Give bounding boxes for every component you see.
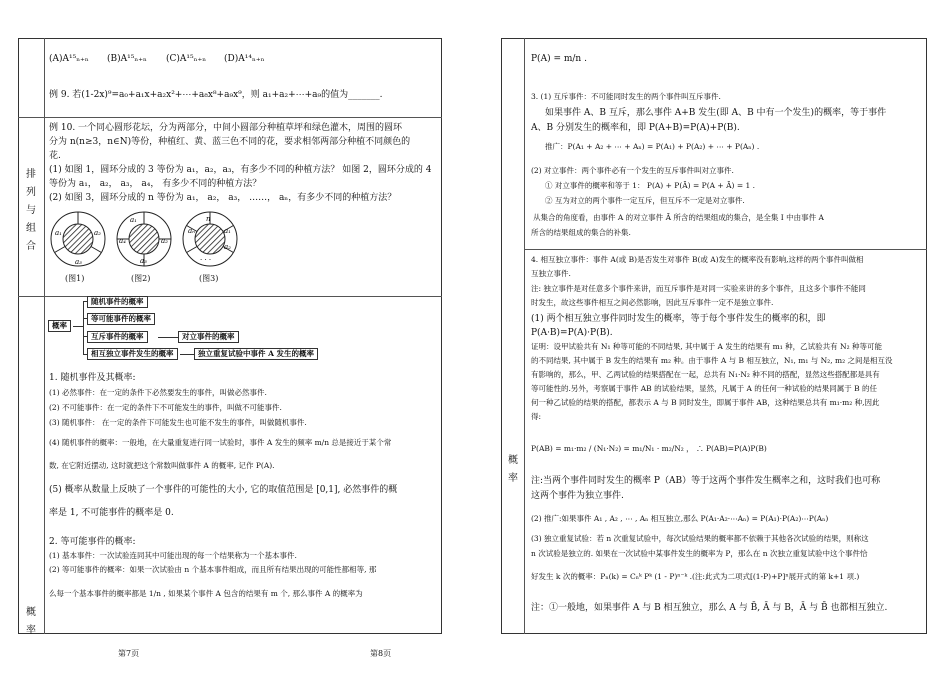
section-3-opposite-2: ② 互为对立的两个事件一定互斥，但互斥不一定是对立事件. — [545, 196, 745, 205]
section-3-set-2: 所含的结果组成的集合的补集. — [531, 228, 631, 237]
example-10-line-6: (2) 如图 3，圆环分成的 n 等份为 a₁， a₂， a₃， ……， aₙ，有多少不同的种植方法？ — [49, 193, 397, 203]
section-4-line-1: 4. 相互独立事件：事件 A(或 B)是否发生对事件 B(或 A)发生的概率没有影响,这样的两个事件叫做相 — [531, 255, 864, 264]
section-3-set-1: 从集合的角度看，由事件 A 的对立事件 Ā 所含的结果组成的集合，是全集 I 中由事件 A — [533, 213, 824, 222]
section-4-line-4: 时发生，故这些事件相互之间必然影响，因此互斥事件一定不是独立事件. — [531, 298, 774, 307]
section-4-note: 注：①一般地，如果事件 A 与 B 相互独立，那么 A 与 B̄, Ā 与 B，Ā 与 B̄ 也都相互独立. — [531, 603, 888, 613]
diagram-connector — [73, 326, 83, 327]
proof-line-2: 的不同结果, 其中属于 B 发生的结果有 m₂ 种。由于事件 A 与 B 相互独立，N₁, m₁ 与 N₂, m₂ 之间是相互没 — [531, 356, 893, 365]
section-1-item-4: (4) 随机事件的概率：一般地，在大量重复进行同一试验时，事件 A 发生的频率 m/n 总是接近于某个常 — [49, 438, 392, 447]
svg-text:a₃: a₃ — [140, 257, 147, 265]
ring-figures — [50, 208, 240, 274]
section-3-line-2: A、B 分别发生的概率和，即 P(A+B)=P(A)+P(B). — [531, 123, 740, 133]
section-label-permutation: 排列与组合 — [26, 169, 36, 252]
section-1-item-1: (1) 必然事件：在一定的条件下必然要发生的事件，叫做必然事件. — [49, 388, 267, 397]
section-label-probability-left: 概率 — [26, 607, 36, 636]
left-row-divider-1 — [18, 117, 442, 118]
svg-text:a₃: a₃ — [75, 258, 82, 266]
svg-text:a₂: a₂ — [94, 229, 101, 237]
options-b: (B)A¹⁵ₙ₊ₙ — [107, 54, 147, 64]
section-4-line-3: 注: 独立事件是对任意多个事件来讲，而互斥事件是对同一实验来讲的多个事件，且这多个事件不能同 — [531, 284, 866, 293]
figure-3 — [183, 212, 237, 266]
proof-line-1: 证明：设甲试验共有 N₁ 种等可能的不同结果, 其中属于 A 发生的结果有 m₁ 种，乙试验共有 N₂ 种等可能 — [531, 342, 883, 351]
example-10-line-4: (1) 如图 1，圆环分成的 3 等份为 a₁，a₂，a₃，有多少不同的种植方法？ 如图 2，圆环分成的 4 — [49, 165, 432, 175]
section-2-item-2: (2) 等可能事件的概率：如果一次试验由 n 个基本事件组成，而且所有结果出现的可能性都相等, 那 — [49, 565, 377, 574]
example-9: 例 9. 若(1-2x)⁹=a₀+a₁x+a₂x²+⋯+a₈x⁸+a₉x⁹，则 a₁+a₂+⋯+a₉的值为_______. — [49, 90, 383, 100]
proof-line-4: 等可能性的.另外，考察属于事件 AB 的试验结果，显然，凡属于 A 的任何一种试验的结果同属于 B 的任 — [531, 384, 878, 393]
note-2-line-2: 这两个事件为独立事件. — [531, 491, 624, 501]
diagram-arrow — [180, 354, 194, 355]
section-label-probability-right: 概率 — [508, 455, 518, 484]
svg-text:a₄: a₄ — [119, 237, 126, 245]
proof-line-6: 得: — [531, 412, 542, 421]
proof-line-3: 有影响的，那么，甲、乙两试验的结果搭配在一起，总共有 N₁·N₂ 种不同的搭配，显然这些搭配都是具有 — [531, 370, 880, 379]
figure-1-caption: (图1) — [65, 274, 85, 283]
section-4-repeated-formula: 好发生 k 次的概率：Pₙ(k) = Cₙᵏ Pᵏ (1 - P)ⁿ⁻ᵏ .(注:此式为二项式[(1-P)+P]ⁿ展开式的第 k+1 项.) — [531, 572, 860, 581]
example-10-line-5: 等份为 a₁， a₂， a₃， a₄， 有多少不同的种植方法？ — [49, 179, 262, 189]
section-1-item-5: (5) 概率从数量上反映了一个事件的可能性的大小, 它的取值范围是 [0,1], 必然事件的概 — [49, 485, 398, 495]
section-2-title: 2. 等可能事件的概率: — [49, 537, 136, 547]
formula-p-a: P(A) = m/n . — [531, 54, 587, 64]
figure-1 — [51, 212, 105, 266]
section-4-bullet-1b: P(A·B)=P(A)·P(B). — [531, 328, 613, 338]
section-1-item-5b: 率是 1, 不可能事件的概率是 0. — [49, 508, 174, 518]
options-a: (A)A¹⁵ₙ₊ₙ — [49, 54, 89, 64]
left-row-divider-2 — [18, 296, 442, 297]
section-3-title: 3. (1) 互斥事件：不可能同时发生的两个事件叫互斥事件. — [531, 92, 721, 101]
section-4-repeated-1: (3) 独立重复试验：若 n 次重复试验中，每次试验结果的概率都不依赖于其他各次试验的结果，则称这 — [531, 534, 869, 543]
page-number-left: 第7页 — [118, 649, 140, 658]
section-4-repeated-2: n 次试验是独立的. 如果在一次试验中某事件发生的概率为 P，那么在 n 次独立重复试验中这个事件恰 — [531, 549, 868, 558]
diagram-branch-equal: 等可能事件的概率 — [87, 313, 155, 325]
section-3-opposite: (2) 对立事件：两个事件必有一个发生的互斥事件叫对立事件. — [531, 166, 734, 175]
example-10-line-1: 例 10. 一个同心圆形花坛，分为两部分，中间小圆部分种植草坪和绿色灌木，周围的圆环 — [49, 123, 403, 133]
example-10-line-2: 分为 n(n≥3，n∈N)等份，种植红、黄、蓝三色不同的花，要求相邻两部分种植不同颜色的 — [49, 137, 411, 147]
right-column-divider — [524, 38, 525, 634]
section-1-item-4b: 数, 在它附近摆动, 这时就把这个常数叫做事件 A 的概率, 记作 P(A). — [49, 461, 275, 470]
proof-formula: P(AB) = m₁·m₂ / (N₁·N₂) = m₁/N₁ · m₂/N₂ ， ∴ P(AB)=P(A)P(B) — [531, 444, 767, 453]
options-d: (D)A¹⁴ₙ₊ₙ — [224, 54, 265, 64]
svg-text:a₁: a₁ — [224, 227, 231, 235]
section-3-extension: 推广：P(A₁ + A₂ + ⋯ + Aₙ) = P(A₁) + P(A₂) + ⋯ + P(Aₙ) . — [545, 142, 760, 151]
section-4-bullet-1: (1) 两个相互独立事件同时发生的概率，等于每个事件发生的概率的积，即 — [531, 314, 826, 324]
diagram-arrow — [158, 337, 178, 338]
figure-2-caption: (图2) — [131, 274, 151, 283]
svg-text:a₂: a₂ — [224, 243, 231, 251]
diagram-root: 概率 — [48, 320, 71, 332]
section-3-line-1: 如果事件 A、B 互斥，那么事件 A+B 发生(即 A、B 中有一个发生)的概率，等于事件 — [545, 108, 887, 118]
figure-3-caption: (图3) — [199, 274, 219, 283]
options-c: (C)A¹⁵ₙ₊ₙ — [166, 54, 207, 64]
section-1-item-2: (2) 不可能事件：在一定的条件下不可能发生的事件，叫做不可能事件. — [49, 403, 282, 412]
svg-text:n: n — [206, 215, 211, 223]
section-2-item-3: 么每一个基本事件的概率都是 1/n , 如果某个事件 A 包含的结果有 m 个, 那么事件 A 的概率为 — [49, 589, 363, 598]
section-1-title: 1. 随机事件及其概率: — [49, 373, 136, 383]
proof-line-5: 何一种乙试验的结果的搭配，都表示 A 与 B 同时发生，即属于事件 AB，这种结果总共有 m₁·m₂ 种,因此 — [531, 398, 880, 407]
left-column-divider — [44, 38, 45, 634]
section-3-opposite-1: ① 对立事件的概率和等于 1： P(A) + P(Ā) = P(A + Ā) = 1 . — [545, 181, 756, 190]
note-2-line-1: 注:当两个事件同时发生的概率 P（AB）等于这两个事件发生概率之和，这时我们也可称 — [531, 476, 881, 486]
page-number-right: 第8页 — [370, 649, 392, 658]
diagram-opposite: 对立事件的概率 — [178, 331, 239, 343]
diagram-branch-independent: 相互独立事件发生的概率 — [87, 348, 178, 360]
diagram-repeated-trial: 独立重复试验中事件 A 发生的概率 — [194, 348, 318, 360]
svg-text:· · ·: · · · — [200, 256, 212, 264]
svg-text:a₁: a₁ — [55, 229, 62, 237]
example-10-line-3: 花. — [49, 151, 61, 161]
svg-text:a₂: a₂ — [161, 237, 168, 245]
right-row-divider — [524, 249, 927, 250]
figure-2 — [117, 212, 171, 266]
diagram-connector — [83, 301, 84, 354]
diagram-branch-random: 随机事件的概率 — [87, 296, 148, 308]
section-2-item-1: (1) 基本事件：一次试验连同其中可能出现的每一个结果称为一个基本事件. — [49, 551, 297, 560]
section-4-line-2: 互独立事件. — [531, 269, 571, 278]
section-4-extension: (2) 推广:如果事件 A₁ , A₂ , ⋯ , Aₙ 相互独立,那么 P(A₁·A₂·⋯Aₙ) = P(A₁)·P(A₂)⋯P(Aₙ) — [531, 514, 829, 523]
section-1-item-3: (3) 随机事件： 在一定的条件下可能发生也可能不发生的事件，叫做随机事件. — [49, 418, 307, 427]
diagram-branch-exclusive: 互斥事件的概率 — [87, 331, 148, 343]
svg-text:a₁: a₁ — [130, 216, 137, 224]
svg-text:aₙ: aₙ — [188, 227, 196, 235]
